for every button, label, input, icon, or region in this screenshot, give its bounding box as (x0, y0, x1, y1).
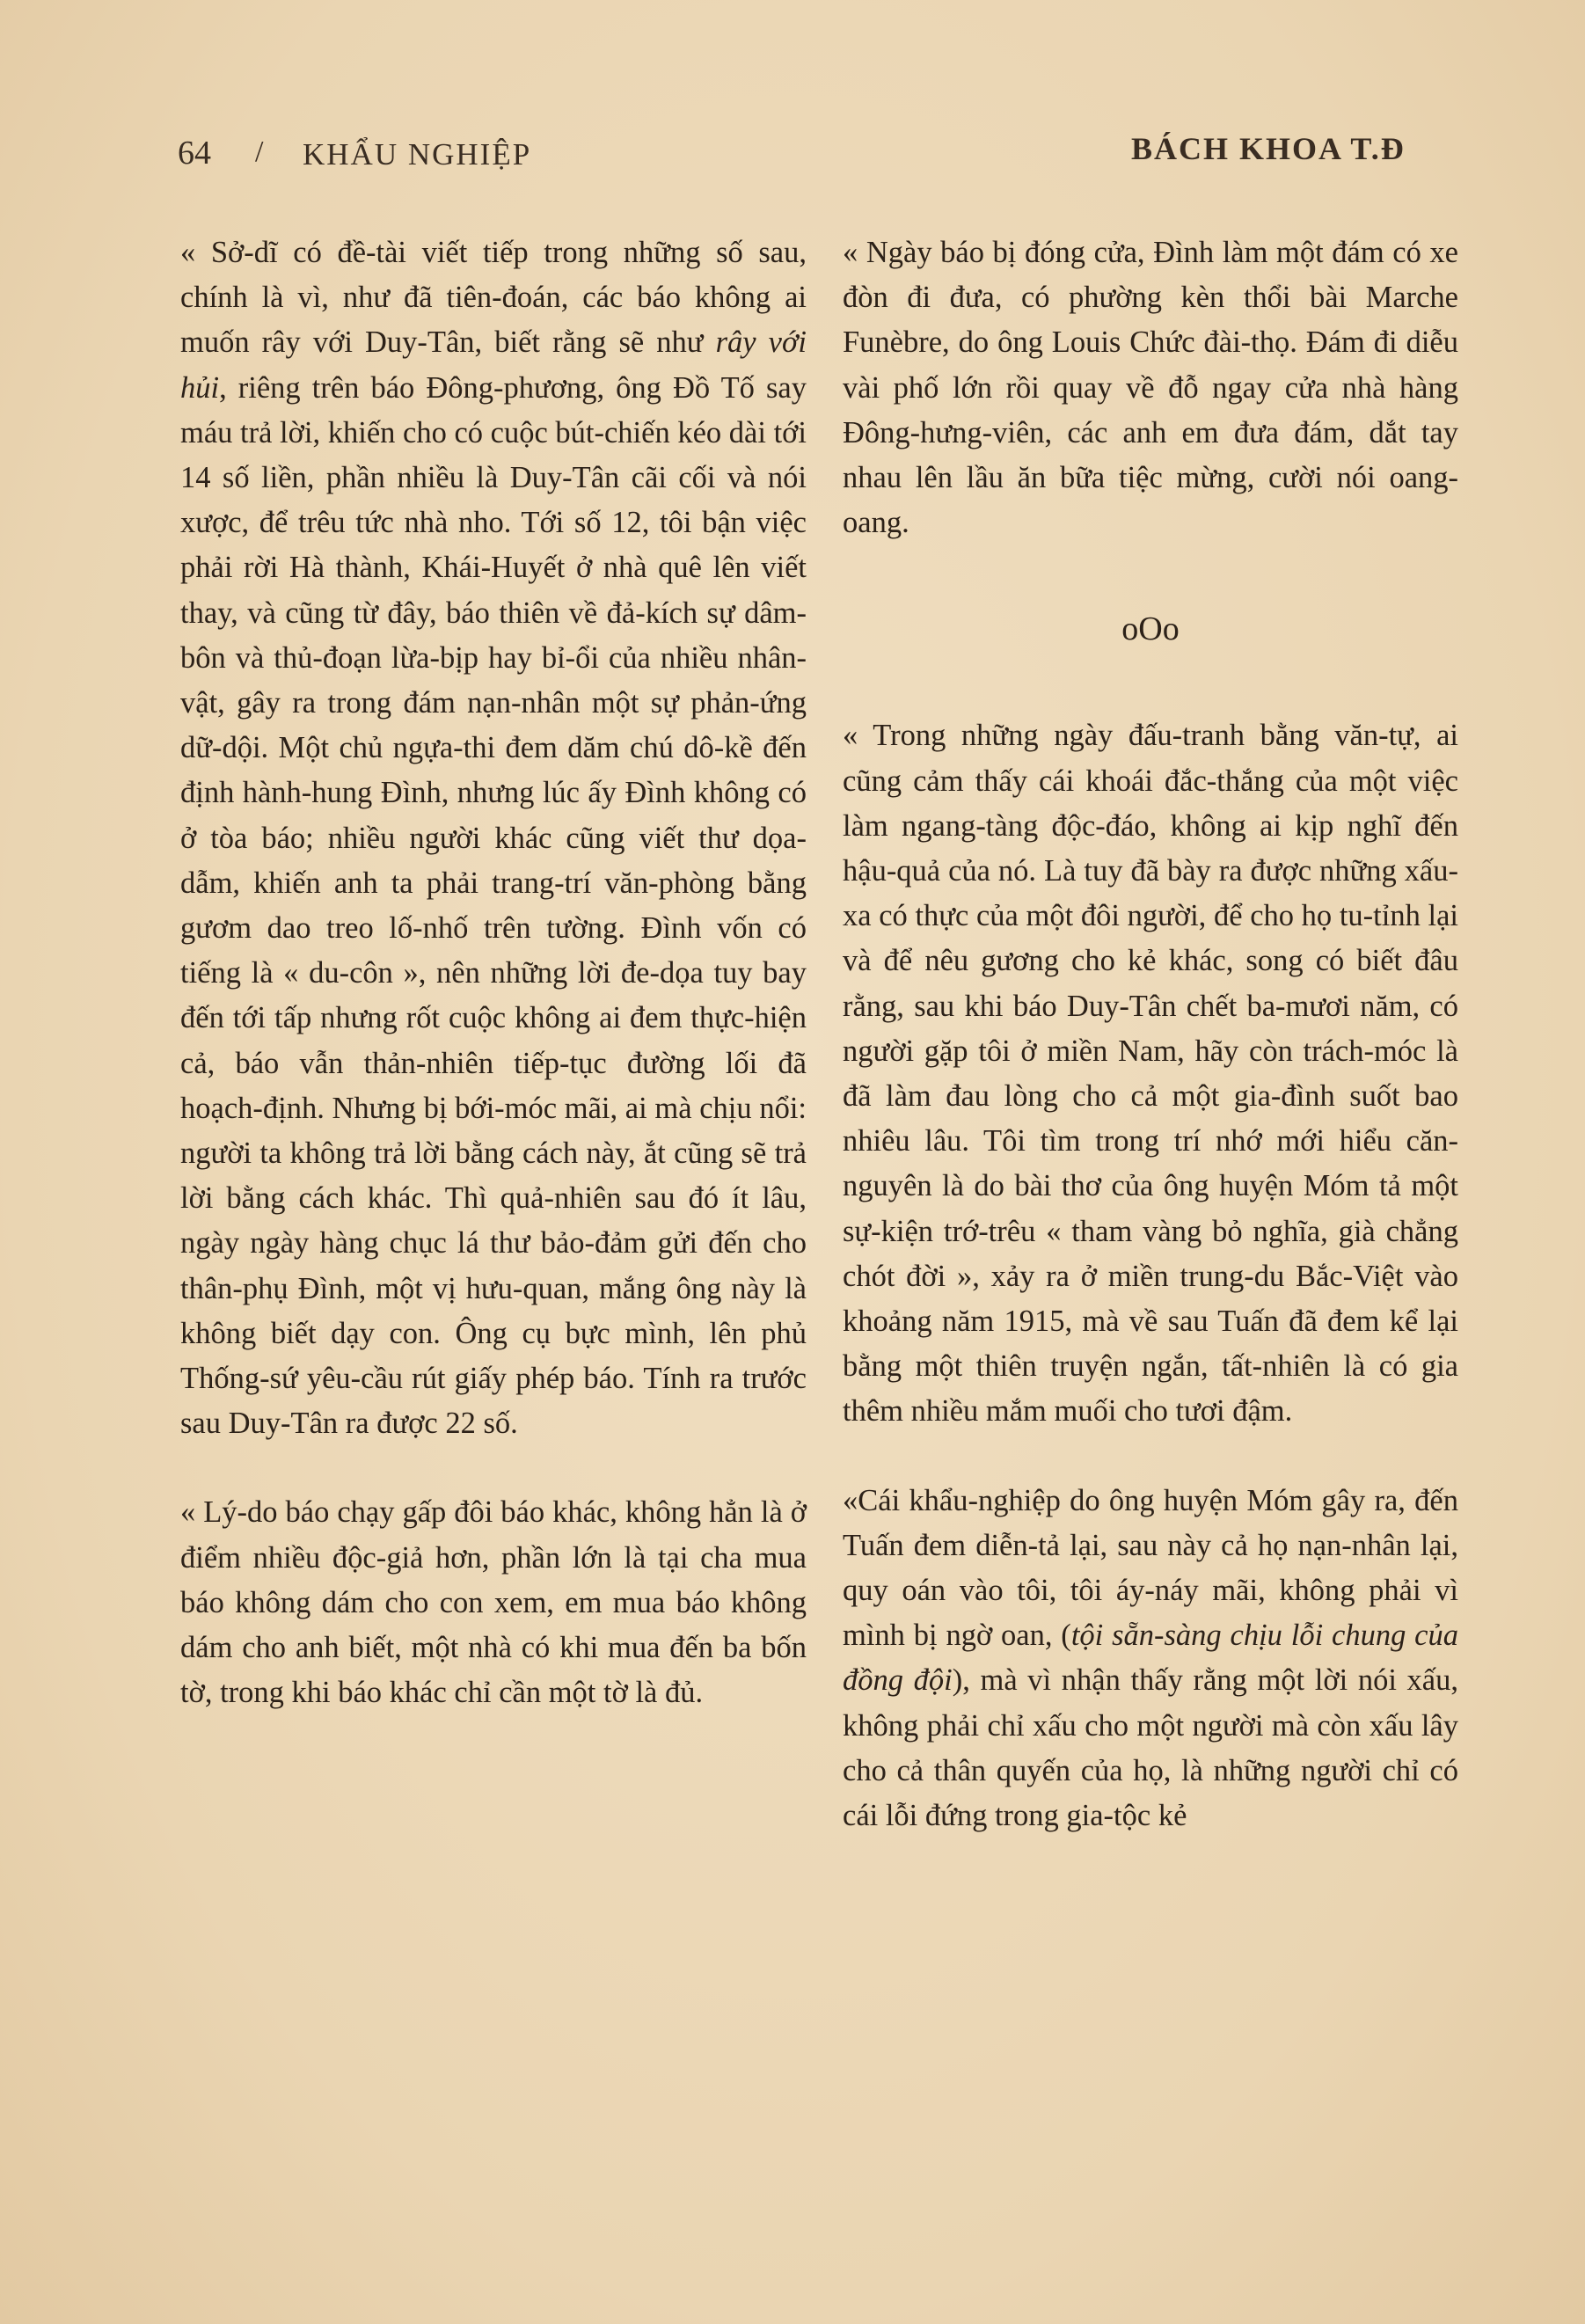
right-paragraph-3-start: «Cái khẩu-nghiệp do ông huyện Móm gây ra, đến Tuấn đem diễn-tả lại, sau này cả họ nạn-nhân lại, quy oán vào tôi, tôi áy-náy mãi, không phải vì mình bị ngờ oan, ( (843, 1483, 1458, 1653)
left-paragraph-1 (180, 230, 807, 1446)
left-paragraph-1-text: , riêng trên báo Đông-phương, ông Đồ Tố say máu trả lời, khiến cho có cuộc bút-chiến kéo dài tới 14 số liền, phần nhiều là Duy-Tân cãi cối và nói xược, để trêu tức nhà nho. Tới số 12, tôi bận việc phải rời Hà thành, Khái-Huyết ở nhà quê lên viết thay, và cũng từ đây, báo thiên về đả-kích sự dâm-bôn và thủ-đoạn lừa-bịp hay bỉ-ổi của nhiều nhân-vật, gây ra trong đám nạn-nhân một sự phản-ứng dữ-dội. Một chủ ngựa-thi đem dăm chú dô-kề đến định hành-hung Đình, nhưng lúc ấy Đình không có ở tòa báo; nhiều người khác cũng viết thư dọa-dẫm, khiến anh ta phải trang-trí văn-phòng bằng gươm dao treo lố-nhố trên tường. Đình vốn có tiếng là « du-côn », nên những lời đe-dọa tuy bay đến tới tấp nhưng rốt cuộc không ai đem thực-hiện cả, báo vẫn thản-nhiên tiếp-tục đường lối đã hoạch-định. Nhưng bị bới-móc mãi, ai mà chịu nổi: người ta không trả lời bằng cách này, ắt cũng sẽ trả lời bằng cách khác. Thì quả-nhiên sau đó ít lâu, ngày ngày hàng chục lá thư bảo-đảm gửi đến cho thân-phụ Đình, một vị hưu-quan, mắng ông này là không biết dạy con. Ông cụ bực mình, lên phủ Thống-sứ yêu-cầu rút giấy phép báo. Tính ra trước sau Duy-Tân ra được 22 số. (180, 370, 807, 1441)
header-separator: / (255, 135, 264, 168)
right-paragraph-1: « Ngày báo bị đóng cửa, Đình làm một đám có xe đòn đi đưa, có phường kèn thổi bài Marche Funèbre, do ông Louis Chức đài-thọ. Đám đi diễu vài phố lớn rồi quay về đỗ ngay cửa nhà hàng Đông-hưng-viên, các anh em đưa đám, dắt tay nhau lên lầu ăn bữa tiệc mừng, cười nói oang-oang. (843, 236, 1458, 540)
page-number: 64 (178, 135, 211, 172)
right-paragraph-2: « Trong những ngày đấu-tranh bằng văn-tự, ai cũng cảm thấy cái khoái đắc-thắng của một việc làm ngang-tàng độc-đáo, không ai kịp nghĩ đến hậu-quả của nó. Là tuy đã bày ra được những xấu-xa có thực của một đôi người, để cho họ tu-tỉnh lại và để nêu gương cho kẻ khác, song có biết đâu rằng, sau khi báo Duy-Tân chết ba-mươi năm, có người gặp tôi ở miền Nam, hãy còn trách-móc là đã làm đau lòng cho cả một gia-đình suốt bao nhiêu lâu. Tôi tìm trong trí nhớ mới hiểu căn-nguyên là do bài thơ của ông huyện Móm tả một sự-kiện trớ-trêu « tham vàng bỏ nghĩa, già chẳng chót đời », xảy ra ở miền trung-du Bắc-Việt vào khoảng năm 1915, mà về sau Tuấn đã đem kể lại bằng một thiên truyện ngắn, tất-nhiên là có gia thêm nhiều mắm muối cho tươi đậm. (843, 719, 1458, 1429)
right-paragraph-3 (843, 1479, 1458, 1839)
right-paragraph-3-italic: tội sẵn-sàng chịu lỗi chung của đồng đội (843, 1619, 1458, 1698)
right-column (843, 230, 1458, 1838)
left-paragraph-1-italic: rây với hủi (180, 325, 807, 405)
left-paragraph-2: « Lý-do báo chạy gấp đôi báo khác, không hẳn là ở điểm nhiều độc-giả hơn, phần lớn là tại cha mua báo không dám cho con xem, em mua báo không dám cho anh biết, một nhà có khi mua đến ba bốn tờ, trong khi báo khác chỉ cần một tờ là đủ. (180, 1495, 807, 1710)
page-header (0, 130, 1585, 192)
left-paragraph-1-text: « Sở-dĩ có đề-tài viết tiếp trong những số sau, chính là vì, như đã tiên-đoán, các báo không ai muốn rây với Duy-Tân, biết rằng sẽ như (180, 236, 807, 360)
article-title: KHẨU NGHIỆP (303, 137, 532, 172)
section-separator: oOo (1121, 610, 1180, 648)
left-column (180, 230, 807, 1716)
right-paragraph-3-end: ), mà vì nhận thấy rằng một lời nói xấu, không phải chỉ xấu cho một người mà còn xấu lây cho cả thân quyến của họ, là những người chỉ có cái lỗi đứng trong gia-tộc kẻ (843, 1663, 1458, 1833)
publication-name: BÁCH KHOA T.Đ (1131, 131, 1406, 166)
